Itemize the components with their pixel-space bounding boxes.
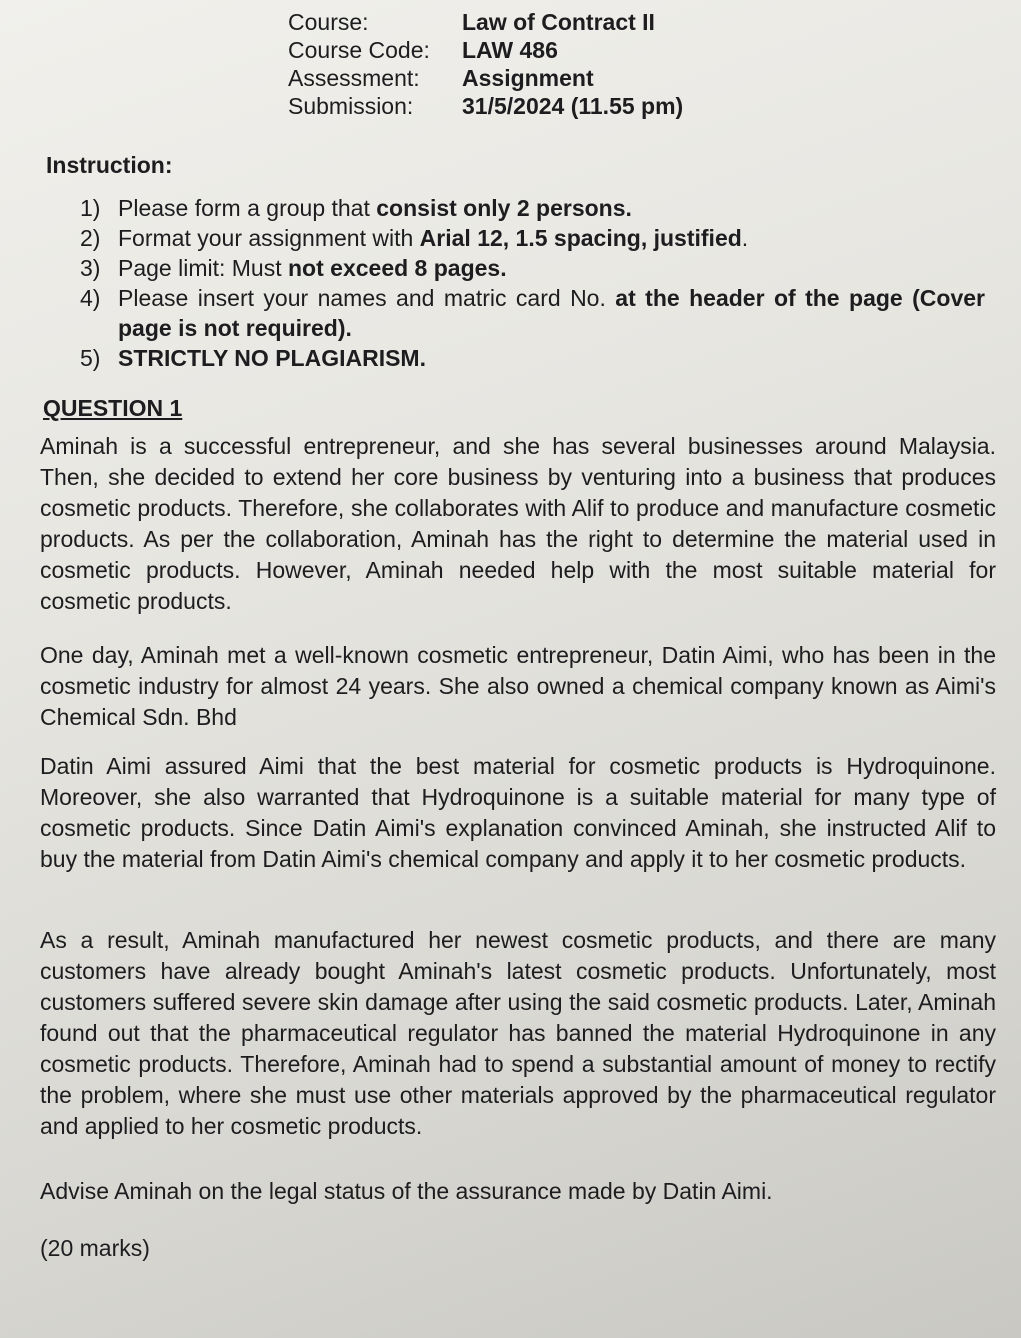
instruction-title: Instruction: xyxy=(46,152,173,178)
question-marks: (20 marks) xyxy=(40,1235,150,1261)
instruction-text: Format your assignment with Arial 12, 1.5 spacing, justified. xyxy=(118,225,749,251)
course-code-label: Course Code: xyxy=(288,37,430,63)
instruction-text: Please insert your names and matric card No. at the header of the page (Cover page is not required). xyxy=(118,285,985,341)
course-code-value: LAW 486 xyxy=(462,37,558,63)
course-value: Law of Contract II xyxy=(462,9,655,35)
question-paragraph-3: Datin Aimi assured Aimi that the best material for cosmetic products is Hydroquinone. Moreover, she also warranted that Hydroquinone is a suitable material for many type of cosmetic products. Since Datin Aimi's explanation convinced Aminah, she instructed Alif to buy the material from Datin Aimi's chemical company and apply it to her cosmetic products. xyxy=(40,753,996,872)
instruction-item xyxy=(80,343,985,373)
instruction-number: 5) xyxy=(80,345,101,371)
instruction-item xyxy=(80,253,985,283)
instruction-text: Page limit: Must not exceed 8 pages. xyxy=(118,255,507,281)
question-paragraph-4: As a result, Aminah manufactured her newest cosmetic products, and there are many customers have already bought Aminah's latest cosmetic products. Unfortunately, most customers suffered severe skin damage after using the said cosmetic products. Later, Aminah found out that the pharmaceutical regulator has banned the material Hydroquinone in any cosmetic products. Therefore, Aminah had to spend a substantial amount of money to rectify the problem, where she must use other materials approved by the pharmaceutical regulator and applied to her cosmetic products. xyxy=(40,927,996,1139)
submission-label: Submission: xyxy=(288,93,414,119)
instruction-list xyxy=(80,193,985,373)
instruction-number: 3) xyxy=(80,255,101,281)
instruction-item xyxy=(80,193,985,223)
instruction-item xyxy=(80,223,985,253)
question-title: QUESTION 1 xyxy=(43,395,183,421)
assessment-value: Assignment xyxy=(462,65,594,91)
submission-value: 31/5/2024 (11.55 pm) xyxy=(462,93,684,119)
instruction-number: 2) xyxy=(80,225,101,251)
instruction-item xyxy=(80,283,985,343)
instruction-text: Please form a group that consist only 2 persons. xyxy=(118,195,632,221)
question-prompt: Advise Aminah on the legal status of the assurance made by Datin Aimi. xyxy=(40,1178,773,1204)
instruction-text: STRICTLY NO PLAGIARISM. xyxy=(118,345,426,371)
course-header xyxy=(288,8,683,120)
question-paragraph-1: Aminah is a successful entrepreneur, and she has several businesses around Malaysia. Then, she decided to extend her core business by venturing into a business that produces cosmetic products. Therefore, she collaborates with Alif to produce and manufacture cosmetic products. As per the collaboration, Aminah has the right to determine the material used in cosmetic products. However, Aminah needed help with the most suitable material for cosmetic products. xyxy=(40,433,996,614)
instruction-number: 4) xyxy=(80,285,101,311)
course-label: Course: xyxy=(288,9,369,35)
assessment-label: Assessment: xyxy=(288,65,420,91)
question-paragraph-2: One day, Aminah met a well-known cosmetic entrepreneur, Datin Aimi, who has been in the cosmetic industry for almost 24 years. She also owned a chemical company known as Aimi's Chemical Sdn. Bhd xyxy=(40,642,996,730)
instruction-number: 1) xyxy=(80,195,101,221)
